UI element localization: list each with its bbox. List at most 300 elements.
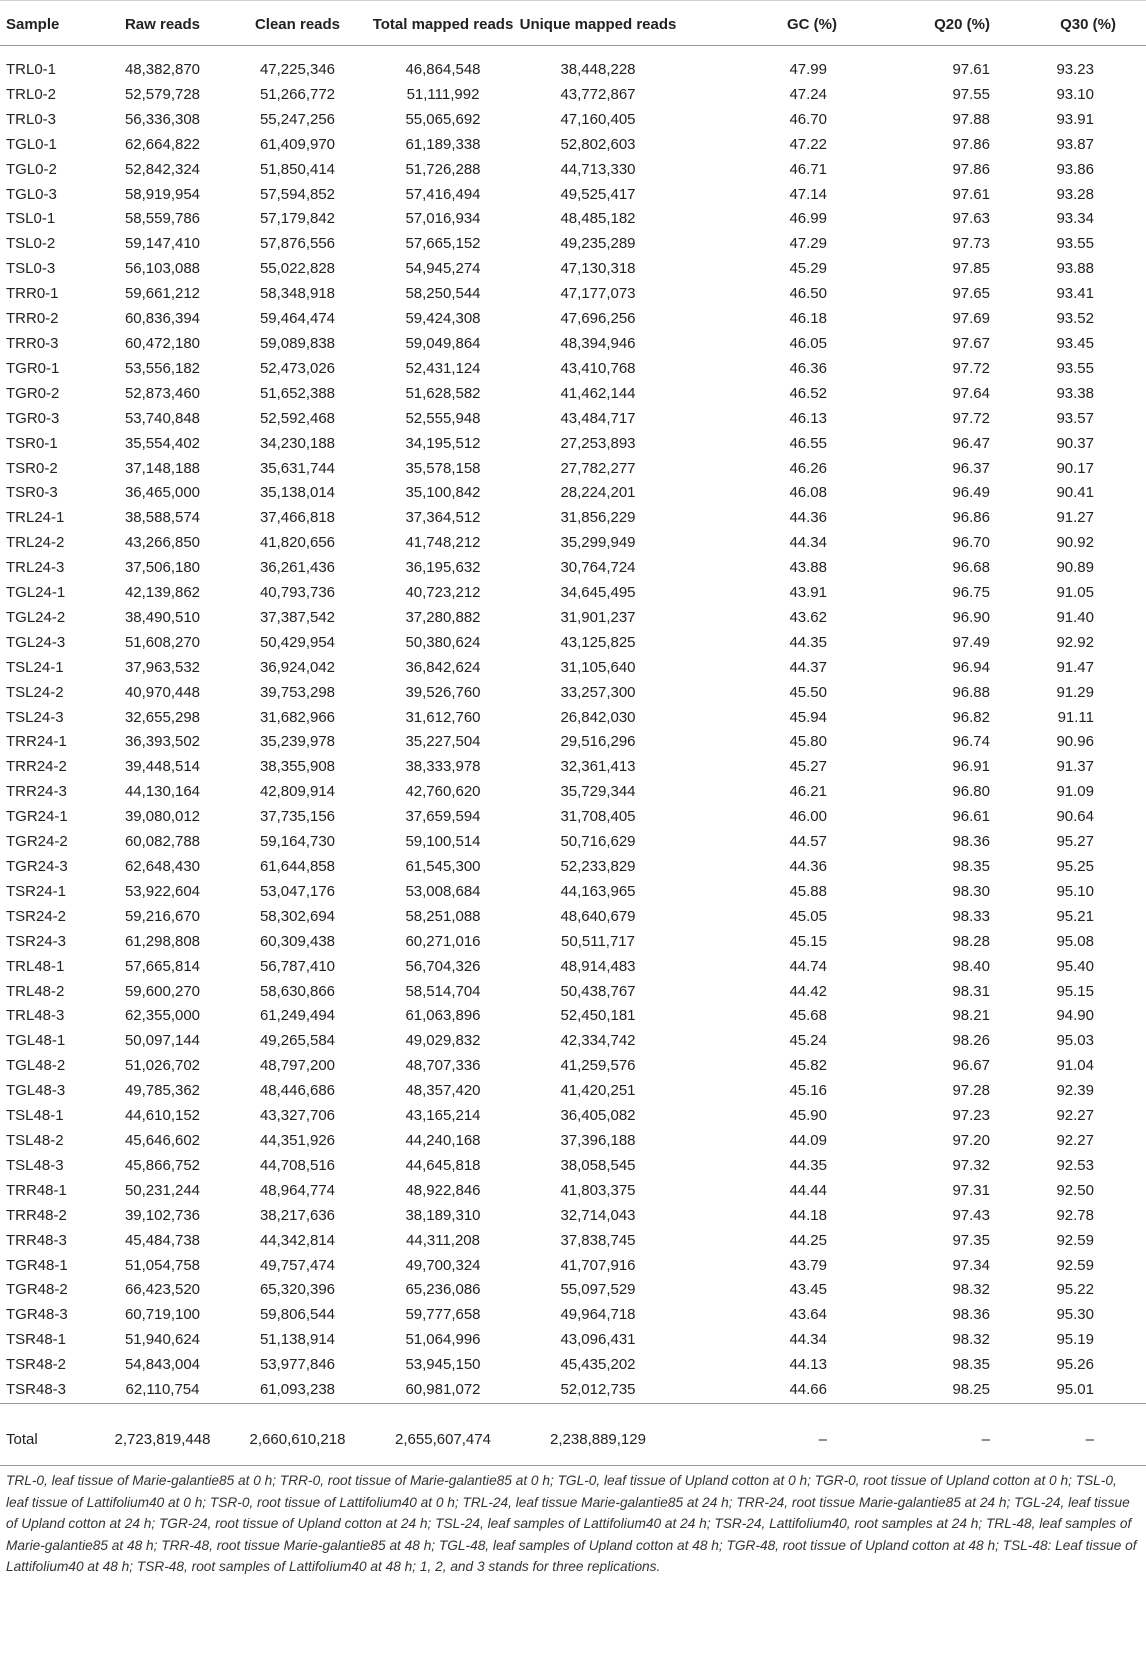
- cell-unique-mapped-reads: 35,299,949: [560, 534, 636, 552]
- cell-unique-mapped-reads: 49,235,289: [560, 235, 636, 253]
- cell-q20: 97.88: [952, 110, 990, 128]
- cell-total-mapped-reads: 36,842,624: [405, 658, 481, 676]
- cell-q20: 96.88: [952, 683, 990, 701]
- cell-q20: 97.61: [952, 185, 990, 203]
- cell-gc: 45.88: [789, 882, 827, 900]
- cell-gc: 46.21: [789, 783, 827, 801]
- cell-clean-reads: 59,464,474: [259, 310, 336, 328]
- cell-q20: 98.30: [952, 882, 990, 900]
- cell-total-mapped-reads: 60,271,016: [405, 932, 481, 950]
- cell-clean-reads: 35,239,978: [259, 733, 336, 751]
- table-row: [0, 780, 1146, 805]
- cell-q30: 91.11: [1057, 708, 1094, 726]
- cell-sample: TRL48-2: [6, 982, 65, 1000]
- cell-clean-reads: 61,249,494: [259, 1007, 336, 1025]
- cell-q30: 90.89: [1056, 559, 1094, 577]
- cell-unique-mapped-reads: 31,856,229: [560, 509, 636, 527]
- table-row: [0, 382, 1146, 407]
- cell-unique-mapped-reads: 43,410,768: [560, 359, 636, 377]
- cell-q30: 95.22: [1056, 1281, 1094, 1299]
- cell-q30: 92.53: [1056, 1156, 1094, 1174]
- cell-sample: TGR0-3: [6, 409, 60, 427]
- cell-gc: 43.88: [789, 559, 827, 577]
- cell-q20: 96.86: [952, 509, 990, 527]
- cell-unique-mapped-reads: 43,772,867: [560, 85, 636, 103]
- header-total-mapped-reads: Total mapped reads: [370, 1, 516, 46]
- cell-unique-mapped-reads: 28,224,201: [560, 484, 636, 502]
- cell-q20: 97.72: [952, 359, 990, 377]
- table-row: [0, 506, 1146, 531]
- cell-q30: 93.55: [1056, 359, 1094, 377]
- cell-total-mapped-reads: 44,240,168: [405, 1131, 481, 1149]
- header-gc: GC (%): [680, 1, 837, 46]
- cell-q30: 95.21: [1056, 907, 1094, 925]
- cell-unique-mapped-reads: 52,450,181: [560, 1007, 636, 1025]
- cell-sample: TGL0-3: [6, 185, 57, 203]
- cell-total-mapped-reads: 58,250,544: [405, 285, 481, 303]
- cell-q30: 93.57: [1056, 409, 1094, 427]
- cell-gc: 46.55: [789, 434, 827, 452]
- cell-q20: 97.20: [952, 1131, 990, 1149]
- cell-raw-reads: 39,448,514: [124, 758, 201, 776]
- cell-total-mapped-reads: 61,063,896: [405, 1007, 481, 1025]
- cell-unique-mapped-reads: 29,516,296: [560, 733, 636, 751]
- cell-q30: 93.45: [1056, 334, 1094, 352]
- cell-gc: 46.18: [789, 310, 827, 328]
- cell-total-mapped-reads: 35,100,842: [405, 484, 481, 502]
- table-row: [0, 457, 1146, 482]
- table-row: [0, 1004, 1146, 1029]
- cell-unique-mapped-reads: 31,105,640: [560, 658, 636, 676]
- cell-total-mapped-reads: 65,236,086: [405, 1281, 481, 1299]
- cell-gc: 44.74: [789, 957, 827, 975]
- cell-sample: TSL0-2: [6, 235, 56, 253]
- cell-clean-reads: 51,652,388: [259, 384, 336, 402]
- cell-q20: 96.80: [952, 783, 990, 801]
- cell-unique-mapped-reads: 48,914,483: [560, 957, 636, 975]
- header-clean-reads: Clean reads: [225, 1, 370, 46]
- table-row: [0, 357, 1146, 382]
- table-row: [0, 1254, 1146, 1279]
- cell-clean-reads: 58,630,866: [259, 982, 336, 1000]
- header-q20: Q20 (%): [837, 1, 990, 46]
- cell-unique-mapped-reads: 37,396,188: [560, 1131, 636, 1149]
- table-row: [0, 606, 1146, 631]
- cell-total-mapped-reads: 51,111,992: [406, 85, 480, 103]
- cell-unique-mapped-reads: 30,764,724: [560, 559, 636, 577]
- cell-unique-mapped-reads: 52,802,603: [560, 135, 636, 153]
- cell-gc: 47.22: [789, 135, 827, 153]
- cell-total-mapped-reads: 40,723,212: [405, 584, 481, 602]
- cell-q30: 93.52: [1056, 310, 1094, 328]
- cell-clean-reads: 35,138,014: [259, 484, 336, 502]
- cell-gc: 44.57: [789, 833, 827, 851]
- table-row: [0, 1204, 1146, 1229]
- cell-clean-reads: 48,797,200: [259, 1057, 336, 1075]
- cell-q30: 95.26: [1056, 1356, 1094, 1374]
- cell-q30: 93.41: [1056, 285, 1094, 303]
- cell-raw-reads: 38,588,574: [124, 509, 201, 527]
- table-row: [0, 706, 1146, 731]
- cell-sample: TSR48-1: [6, 1331, 67, 1349]
- cell-unique-mapped-reads: 41,803,375: [560, 1181, 636, 1199]
- cell-gc: 45.27: [789, 758, 827, 776]
- total-clean-reads: 2,660,610,218: [225, 1403, 370, 1465]
- cell-unique-mapped-reads: 48,485,182: [560, 210, 636, 228]
- cell-gc: 46.50: [789, 285, 827, 303]
- table-row: [0, 307, 1146, 332]
- cell-sample: TGL24-3: [6, 633, 66, 651]
- cell-clean-reads: 49,757,474: [259, 1256, 336, 1274]
- cell-unique-mapped-reads: 41,707,916: [560, 1256, 636, 1274]
- cell-sample: TSL24-2: [6, 683, 64, 701]
- table-body: [0, 46, 1146, 1404]
- cell-total-mapped-reads: 44,645,818: [405, 1156, 481, 1174]
- cell-total-mapped-reads: 51,726,288: [405, 160, 481, 178]
- cell-total-mapped-reads: 43,165,214: [405, 1107, 481, 1125]
- header-q30: Q30 (%): [990, 1, 1146, 46]
- cell-gc: 44.37: [789, 658, 827, 676]
- cell-gc: 45.29: [789, 260, 827, 278]
- cell-q20: 98.33: [952, 907, 990, 925]
- cell-sample: TGR24-1: [6, 808, 68, 826]
- cell-q20: 96.74: [952, 733, 990, 751]
- cell-total-mapped-reads: 34,195,512: [405, 434, 481, 452]
- table-row: [0, 1303, 1146, 1328]
- cell-q30: 93.38: [1056, 384, 1094, 402]
- cell-clean-reads: 51,850,414: [259, 160, 336, 178]
- cell-raw-reads: 51,026,702: [124, 1057, 201, 1075]
- cell-q20: 96.82: [952, 708, 990, 726]
- cell-total-mapped-reads: 49,700,324: [405, 1256, 481, 1274]
- cell-unique-mapped-reads: 38,058,545: [560, 1156, 636, 1174]
- cell-q20: 98.26: [952, 1032, 990, 1050]
- cell-raw-reads: 37,506,180: [124, 559, 201, 577]
- cell-gc: 45.16: [789, 1082, 827, 1100]
- cell-raw-reads: 43,266,850: [124, 534, 201, 552]
- table-row: [0, 133, 1146, 158]
- cell-clean-reads: 44,351,926: [259, 1131, 336, 1149]
- cell-unique-mapped-reads: 27,782,277: [560, 459, 636, 477]
- cell-q20: 96.70: [952, 534, 990, 552]
- cell-gc: 43.64: [789, 1306, 827, 1324]
- cell-total-mapped-reads: 56,704,326: [405, 957, 481, 975]
- cell-raw-reads: 62,648,430: [124, 858, 201, 875]
- table-row: [0, 282, 1146, 307]
- cell-unique-mapped-reads: 41,462,144: [560, 384, 636, 402]
- total-q20: –: [837, 1403, 990, 1465]
- cell-unique-mapped-reads: 44,713,330: [560, 160, 636, 178]
- cell-q30: 93.23: [1056, 61, 1094, 78]
- cell-q20: 97.43: [952, 1206, 990, 1224]
- cell-raw-reads: 52,579,728: [124, 85, 201, 103]
- cell-clean-reads: 37,735,156: [259, 808, 336, 826]
- cell-q20: 97.72: [952, 409, 990, 427]
- cell-clean-reads: 53,977,846: [259, 1356, 336, 1374]
- cell-clean-reads: 36,261,436: [259, 559, 336, 577]
- cell-raw-reads: 59,216,670: [124, 907, 201, 925]
- cell-unique-mapped-reads: 45,435,202: [560, 1356, 636, 1374]
- cell-clean-reads: 35,631,744: [259, 459, 336, 477]
- total-row: [0, 1403, 1146, 1465]
- cell-sample: TGR48-1: [6, 1256, 68, 1274]
- cell-q20: 98.40: [952, 957, 990, 975]
- table-row: [0, 805, 1146, 830]
- table-row: [0, 980, 1146, 1005]
- cell-q20: 97.49: [952, 633, 990, 651]
- cell-q30: 92.27: [1056, 1131, 1094, 1149]
- cell-clean-reads: 48,446,686: [259, 1082, 336, 1100]
- cell-total-mapped-reads: 39,526,760: [405, 683, 481, 701]
- cell-gc: 45.94: [789, 708, 827, 726]
- table-row: [0, 1129, 1146, 1154]
- cell-clean-reads: 38,217,636: [259, 1206, 336, 1224]
- cell-sample: TSR24-1: [6, 882, 67, 900]
- cell-clean-reads: 34,230,188: [259, 434, 336, 452]
- cell-unique-mapped-reads: 41,259,576: [560, 1057, 636, 1075]
- cell-clean-reads: 58,302,694: [259, 907, 336, 925]
- cell-q30: 93.28: [1056, 185, 1094, 203]
- cell-total-mapped-reads: 37,280,882: [405, 608, 481, 626]
- cell-raw-reads: 56,103,088: [124, 260, 201, 278]
- cell-unique-mapped-reads: 49,525,417: [560, 185, 636, 203]
- cell-total-mapped-reads: 48,707,336: [405, 1057, 481, 1075]
- cell-raw-reads: 58,559,786: [124, 210, 201, 228]
- total-unique-mapped-reads: 2,238,889,129: [516, 1403, 680, 1465]
- cell-q20: 96.47: [952, 434, 990, 452]
- table-row: [0, 158, 1146, 183]
- cell-total-mapped-reads: 52,555,948: [405, 409, 481, 427]
- cell-gc: 45.90: [789, 1107, 827, 1125]
- cell-gc: 44.34: [789, 534, 827, 552]
- cell-gc: 46.05: [789, 334, 827, 352]
- table-row: [0, 108, 1146, 133]
- cell-clean-reads: 57,876,556: [259, 235, 336, 253]
- table-row: [0, 681, 1146, 706]
- cell-raw-reads: 42,139,862: [124, 584, 201, 602]
- cell-raw-reads: 53,556,182: [124, 359, 201, 377]
- table-row: [0, 656, 1146, 681]
- cell-raw-reads: 51,054,758: [124, 1256, 201, 1274]
- table-row: [0, 730, 1146, 755]
- cell-total-mapped-reads: 31,612,760: [405, 708, 481, 726]
- cell-sample: TSR48-2: [6, 1356, 67, 1374]
- cell-gc: 44.35: [789, 1156, 827, 1174]
- cell-raw-reads: 52,873,460: [124, 384, 201, 402]
- cell-gc: 47.14: [789, 185, 827, 203]
- cell-sample: TGR24-3: [6, 858, 68, 875]
- total-raw-reads: 2,723,819,448: [100, 1403, 225, 1465]
- cell-sample: TSL48-2: [6, 1131, 64, 1149]
- cell-sample: TSL24-1: [6, 658, 64, 676]
- cell-total-mapped-reads: 52,431,124: [405, 359, 481, 377]
- cell-total-mapped-reads: 57,665,152: [405, 235, 481, 253]
- cell-q20: 96.90: [952, 608, 990, 626]
- cell-total-mapped-reads: 49,029,832: [405, 1032, 481, 1050]
- cell-total-mapped-reads: 58,514,704: [405, 982, 481, 1000]
- cell-sample: TRR0-2: [6, 310, 59, 328]
- cell-total-mapped-reads: 54,945,274: [405, 260, 481, 278]
- cell-gc: 43.79: [789, 1256, 827, 1274]
- table-row: [0, 880, 1146, 905]
- table-row: [0, 183, 1146, 208]
- cell-total-mapped-reads: 59,777,658: [405, 1306, 481, 1324]
- cell-unique-mapped-reads: 38,448,228: [560, 61, 636, 78]
- cell-raw-reads: 36,393,502: [124, 733, 201, 751]
- cell-unique-mapped-reads: 37,838,745: [560, 1231, 636, 1249]
- cell-unique-mapped-reads: 49,964,718: [560, 1306, 636, 1324]
- cell-q20: 97.85: [952, 260, 990, 278]
- cell-q30: 91.27: [1056, 509, 1094, 527]
- table-row: [0, 955, 1146, 980]
- cell-clean-reads: 61,093,238: [259, 1381, 336, 1399]
- cell-unique-mapped-reads: 43,125,825: [560, 633, 636, 651]
- cell-sample: TGR48-2: [6, 1281, 68, 1299]
- cell-gc: 45.68: [789, 1007, 827, 1025]
- cell-raw-reads: 40,970,448: [124, 683, 201, 701]
- cell-sample: TRR48-2: [6, 1206, 67, 1224]
- table-total: [0, 1403, 1146, 1465]
- cell-sample: TGR0-2: [6, 384, 60, 402]
- cell-q30: 90.96: [1056, 733, 1094, 751]
- cell-q20: 97.73: [952, 235, 990, 253]
- cell-gc: 47.24: [789, 85, 827, 103]
- table-row: [0, 207, 1146, 232]
- cell-total-mapped-reads: 48,922,846: [405, 1181, 481, 1199]
- cell-q30: 91.05: [1056, 584, 1094, 602]
- cell-q20: 98.35: [952, 858, 990, 875]
- cell-q30: 91.04: [1056, 1057, 1094, 1075]
- cell-clean-reads: 43,327,706: [259, 1107, 336, 1125]
- cell-sample: TRL24-2: [6, 534, 65, 552]
- cell-unique-mapped-reads: 50,438,767: [560, 982, 636, 1000]
- cell-clean-reads: 37,387,542: [259, 608, 336, 626]
- cell-unique-mapped-reads: 50,511,717: [561, 932, 635, 950]
- cell-sample: TRR48-1: [6, 1181, 67, 1199]
- cell-clean-reads: 51,266,772: [259, 85, 336, 103]
- cell-q20: 96.37: [952, 459, 990, 477]
- cell-raw-reads: 60,082,788: [124, 833, 201, 851]
- cell-unique-mapped-reads: 48,394,946: [560, 334, 636, 352]
- cell-gc: 44.34: [789, 1331, 827, 1349]
- cell-raw-reads: 45,484,738: [124, 1231, 201, 1249]
- table-row: [0, 83, 1146, 108]
- cell-gc: 43.91: [789, 584, 827, 602]
- cell-unique-mapped-reads: 35,729,344: [560, 783, 636, 801]
- cell-gc: 45.05: [789, 907, 827, 925]
- cell-unique-mapped-reads: 52,012,735: [560, 1381, 636, 1399]
- cell-unique-mapped-reads: 43,484,717: [560, 409, 636, 427]
- cell-q20: 97.63: [952, 210, 990, 228]
- cell-clean-reads: 61,644,858: [259, 858, 336, 875]
- cell-q20: 97.35: [952, 1231, 990, 1249]
- cell-q30: 95.03: [1056, 1032, 1094, 1050]
- cell-total-mapped-reads: 60,981,072: [405, 1381, 481, 1399]
- cell-gc: 44.66: [789, 1381, 827, 1399]
- cell-total-mapped-reads: 55,065,692: [405, 110, 481, 128]
- header-raw-reads: Raw reads: [100, 1, 225, 46]
- cell-raw-reads: 59,147,410: [124, 235, 201, 253]
- cell-gc: 46.00: [789, 808, 827, 826]
- cell-raw-reads: 56,336,308: [124, 110, 201, 128]
- cell-total-mapped-reads: 35,227,504: [405, 733, 481, 751]
- cell-q30: 95.15: [1056, 982, 1094, 1000]
- cell-sample: TGR0-1: [6, 359, 60, 377]
- cell-sample: TRR24-1: [6, 733, 67, 751]
- cell-q30: 92.92: [1056, 633, 1094, 651]
- cell-q30: 93.86: [1056, 160, 1094, 178]
- cell-clean-reads: 52,473,026: [259, 359, 336, 377]
- cell-unique-mapped-reads: 43,096,431: [560, 1331, 636, 1349]
- cell-q20: 98.36: [952, 833, 990, 851]
- cell-q30: 92.50: [1056, 1181, 1094, 1199]
- cell-q20: 97.34: [952, 1256, 990, 1274]
- header-unique-mapped-reads: Unique mapped reads: [516, 1, 680, 46]
- cell-clean-reads: 31,682,966: [259, 708, 336, 726]
- cell-clean-reads: 57,594,852: [259, 185, 336, 203]
- cell-gc: 46.08: [789, 484, 827, 502]
- cell-q30: 93.87: [1056, 135, 1094, 153]
- table-row: [0, 232, 1146, 257]
- cell-raw-reads: 36,465,000: [124, 484, 201, 502]
- total-q30: –: [990, 1403, 1146, 1465]
- cell-total-mapped-reads: 48,357,420: [405, 1082, 481, 1100]
- cell-raw-reads: 51,608,270: [124, 633, 201, 651]
- cell-clean-reads: 40,793,736: [259, 584, 336, 602]
- table-row: [0, 855, 1146, 880]
- cell-total-mapped-reads: 37,364,512: [405, 509, 481, 527]
- cell-q30: 92.59: [1056, 1256, 1094, 1274]
- table-row: [0, 1154, 1146, 1179]
- cell-q30: 95.25: [1056, 858, 1094, 875]
- cell-clean-reads: 36,924,042: [259, 658, 336, 676]
- cell-total-mapped-reads: 41,748,212: [405, 534, 481, 552]
- cell-total-mapped-reads: 53,945,150: [405, 1356, 481, 1374]
- cell-clean-reads: 47,225,346: [259, 61, 336, 78]
- cell-gc: 45.80: [789, 733, 827, 751]
- cell-unique-mapped-reads: 41,420,251: [560, 1082, 636, 1100]
- cell-clean-reads: 38,355,908: [259, 758, 336, 776]
- cell-q20: 96.61: [952, 808, 990, 826]
- cell-unique-mapped-reads: 26,842,030: [560, 708, 636, 726]
- cell-q30: 90.17: [1056, 459, 1094, 477]
- table-row: [0, 631, 1146, 656]
- cell-raw-reads: 52,842,324: [124, 160, 201, 178]
- cell-sample: TRL0-2: [6, 85, 57, 103]
- cell-total-mapped-reads: 35,578,158: [405, 459, 481, 477]
- cell-q20: 97.61: [952, 61, 990, 78]
- cell-raw-reads: 53,740,848: [124, 409, 201, 427]
- cell-unique-mapped-reads: 47,130,318: [560, 260, 636, 278]
- cell-q20: 98.28: [952, 932, 990, 950]
- cell-raw-reads: 62,664,822: [124, 135, 201, 153]
- cell-total-mapped-reads: 42,760,620: [405, 783, 481, 801]
- cell-raw-reads: 45,646,602: [124, 1131, 201, 1149]
- cell-gc: 45.15: [789, 932, 827, 950]
- cell-q30: 91.29: [1056, 683, 1094, 701]
- cell-gc: 45.82: [789, 1057, 827, 1075]
- cell-q20: 96.75: [952, 584, 990, 602]
- table-row: [0, 46, 1146, 83]
- cell-raw-reads: 61,298,808: [124, 932, 201, 950]
- cell-raw-reads: 53,922,604: [124, 882, 201, 900]
- cell-clean-reads: 60,309,438: [259, 932, 336, 950]
- cell-gc: 45.50: [789, 683, 827, 701]
- cell-clean-reads: 52,592,468: [259, 409, 336, 427]
- cell-gc: 44.35: [789, 633, 827, 651]
- cell-raw-reads: 45,866,752: [124, 1156, 201, 1174]
- cell-clean-reads: 39,753,298: [259, 683, 336, 701]
